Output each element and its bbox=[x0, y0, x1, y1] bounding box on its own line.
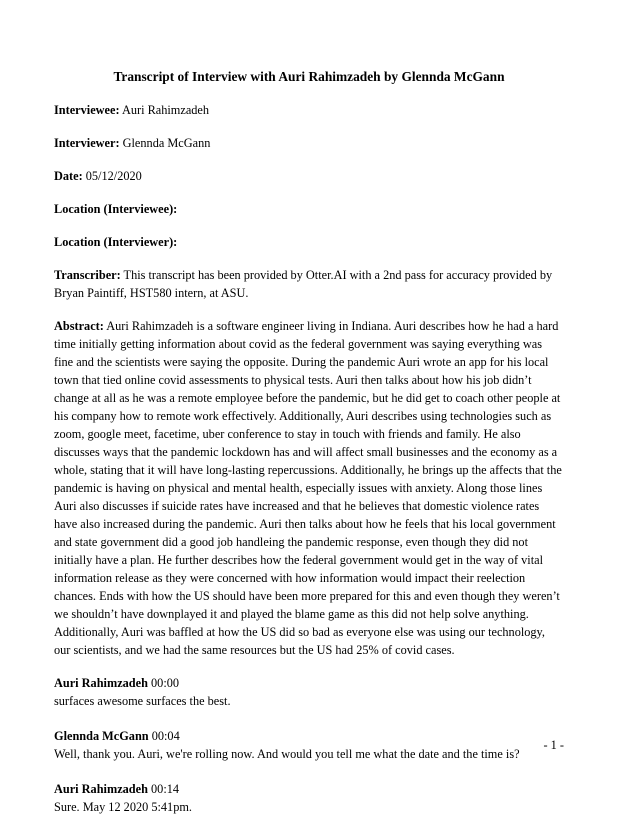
speaker-name: Glennda McGann bbox=[54, 729, 149, 743]
interviewer-label: Interviewer: bbox=[54, 136, 120, 150]
timestamp: 00:14 bbox=[147, 782, 180, 796]
page-number: - 1 - bbox=[543, 738, 564, 752]
document-title: Transcript of Interview with Auri Rahimzadeh by Glennda McGann bbox=[113, 69, 505, 84]
date-label: Date: bbox=[54, 169, 83, 183]
timestamp: 00:00 bbox=[147, 676, 180, 690]
abstract-text: Auri Rahimzadeh is a software engineer living in Indiana. Auri describes how he had a hard time initially getting information about covid as the federal government was saying everything was fine and the scientists were saying the opposite. During the pandemic Auri wrote an app for his local town that tied online covid assessments to physical tests. Auri then talks about how his job didn’t change at all as he was a remote employee before the pandemic, but he did get to coach other people at his company how to remote work effectively. Additionally, Auri describes using technologies such as zoom, google meet, facetime, uber conference to stay in touch with friends and family. He also discusses ways that the pandemic lockdown has and will affect small businesses and the economy as a whole, stating that it will have long-lasting repercussions. Additionally, he brings up the affects that the pandemic is having on physical and mental health, especially issues with anxiety. Along those lines Auri also discusses if suicide rates have increased and that he believes that domestic violence rates have also increased during the pandemic. Auri then talks about how he feels that his local government and state government did a good job handleing the pandemic response, even though they did not initially have a plan. He further describes how the federal government would get in the way of vital information release as they were concerned with how information would impact their reelection chances. Ends with how the US should have been more prepared for this and even though they weren’t we shouldn’t have downplayed it and played the blame game as this did not help solve anything. Additionally, Auri was baffled at how the US did so bad as everyone else was using our technology, our scientists, and we had the same resources but the US had 25% of covid cases. bbox=[54, 319, 562, 657]
transcriber-label: Transcriber: bbox=[54, 268, 121, 282]
interviewee-value: Auri Rahimzadeh bbox=[119, 103, 210, 117]
transcript-turn bbox=[54, 674, 564, 710]
date-field bbox=[54, 167, 564, 185]
utterance-text: Sure. May 12 2020 5:41pm. bbox=[54, 800, 192, 814]
timestamp: 00:04 bbox=[148, 729, 180, 743]
interviewer-field bbox=[54, 134, 564, 152]
date-value: 05/12/2020 bbox=[82, 169, 142, 183]
abstract-paragraph bbox=[54, 317, 564, 659]
transcript-turn bbox=[54, 780, 564, 816]
speaker-name: Auri Rahimzadeh bbox=[54, 676, 148, 690]
location-interviewee-label: Location (Interviewee): bbox=[54, 202, 178, 216]
location-interviewee-field bbox=[54, 200, 564, 218]
interviewee-label: Interviewee: bbox=[54, 103, 120, 117]
utterance-text: Well, thank you. Auri, we're rolling now. And would you tell me what the date and the time is? bbox=[54, 747, 520, 761]
interviewer-value: Glennda McGann bbox=[119, 136, 211, 150]
abstract-label: Abstract: bbox=[54, 319, 104, 333]
transcriber-value: This transcript has been provided by Otter.AI with a 2nd pass for accuracy provided by Bryan Paintiff, HST580 intern, at ASU. bbox=[54, 268, 553, 300]
speaker-name: Auri Rahimzadeh bbox=[54, 782, 148, 796]
transcriber-field bbox=[54, 266, 564, 302]
interviewee-field bbox=[54, 101, 564, 119]
utterance-text: surfaces awesome surfaces the best. bbox=[54, 694, 231, 708]
location-interviewer-label: Location (Interviewer): bbox=[54, 235, 178, 249]
transcript-turn bbox=[54, 727, 564, 763]
location-interviewer-field bbox=[54, 233, 564, 251]
